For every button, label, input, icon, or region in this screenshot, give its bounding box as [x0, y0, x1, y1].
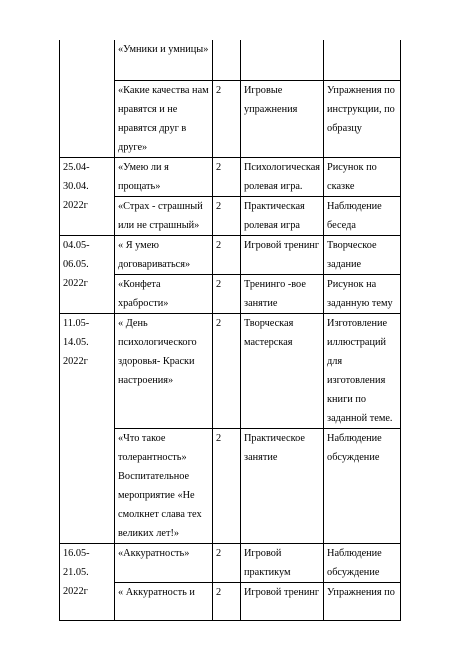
- hours-cell: 2: [213, 582, 241, 620]
- table-row: [60, 157, 401, 196]
- hours-cell: [213, 40, 241, 80]
- hours-cell: 2: [213, 313, 241, 428]
- topic-cell: « Аккуратность и: [115, 582, 213, 620]
- hours-cell: 2: [213, 274, 241, 313]
- schedule-table: [59, 40, 401, 621]
- topic-cell: « День психологического здоровья- Краски настроения»: [115, 313, 213, 428]
- control-cell: Наблюдение беседа: [324, 196, 401, 235]
- hours-cell: 2: [213, 157, 241, 196]
- topic-cell: «Что такое толерантность» Воспитательное мероприятие «Не смолкнет слава тех великих лет!»: [115, 428, 213, 543]
- control-cell: Наблюдение обсуждение: [324, 428, 401, 543]
- form-cell: [241, 40, 324, 80]
- control-cell: [324, 40, 401, 80]
- form-cell: Игровой практикум: [241, 543, 324, 582]
- topic-cell: «Умники и умницы»: [115, 40, 213, 80]
- hours-cell: 2: [213, 428, 241, 543]
- control-cell: Упражнения по: [324, 582, 401, 620]
- hours-cell: 2: [213, 196, 241, 235]
- date-cell: 04.05-06.05. 2022г: [60, 235, 115, 313]
- table-row: [60, 313, 401, 428]
- form-cell: Игровой тренинг: [241, 582, 324, 620]
- date-cell: 16.05-21.05. 2022г: [60, 543, 115, 620]
- date-cell: [60, 40, 115, 157]
- date-cell: 11.05-14.05. 2022г: [60, 313, 115, 543]
- table-row: [60, 40, 401, 80]
- topic-cell: «Какие качества нам нравятся и не нравятся друг в друге»: [115, 80, 213, 157]
- form-cell: Игровые упражнения: [241, 80, 324, 157]
- form-cell: Игровой тренинг: [241, 235, 324, 274]
- control-cell: Наблюдение обсуждение: [324, 543, 401, 582]
- hours-cell: 2: [213, 543, 241, 582]
- hours-cell: 2: [213, 235, 241, 274]
- date-cell: 25.04-30.04. 2022г: [60, 157, 115, 235]
- topic-cell: « Я умею договариваться»: [115, 235, 213, 274]
- topic-cell: «Конфета храбрости»: [115, 274, 213, 313]
- control-cell: Изготовление иллюстраций для изготовления книги по заданной теме.: [324, 313, 401, 428]
- control-cell: Упражнения по инструкции, по образцу: [324, 80, 401, 157]
- topic-cell: «Аккуратность»: [115, 543, 213, 582]
- table-row: [60, 543, 401, 582]
- topic-cell: «Умею ли я прощать»: [115, 157, 213, 196]
- form-cell: Тренинго -вое занятие: [241, 274, 324, 313]
- topic-cell: «Страх - страшный или не страшный»: [115, 196, 213, 235]
- form-cell: Практическая ролевая игра: [241, 196, 324, 235]
- control-cell: Рисунок на заданную тему: [324, 274, 401, 313]
- control-cell: Рисунок по сказке: [324, 157, 401, 196]
- hours-cell: 2: [213, 80, 241, 157]
- form-cell: Творческая мастерская: [241, 313, 324, 428]
- table-row: [60, 235, 401, 274]
- form-cell: Психологическая ролевая игра.: [241, 157, 324, 196]
- form-cell: Практическое занятие: [241, 428, 324, 543]
- control-cell: Творческое задание: [324, 235, 401, 274]
